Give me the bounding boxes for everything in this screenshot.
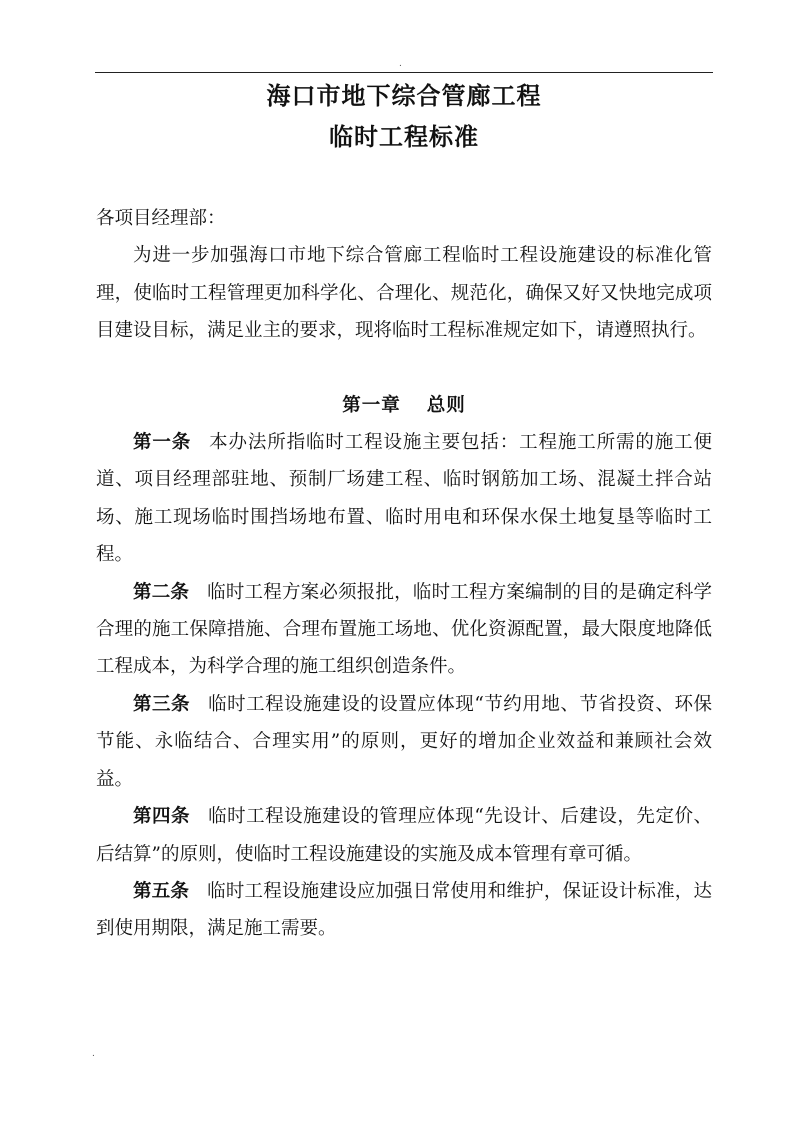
article-number: 第五条: [133, 880, 190, 902]
article-text: 临时工程设施建设的设置应体现“节约用地、节省投资、环保节能、永临结合、合理实用”的原则，更好的增加企业效益和兼顾社会效益。: [96, 693, 712, 790]
document-subtitle: 临时工程标准: [329, 122, 479, 151]
article-5: [96, 873, 712, 948]
intro-paragraph: 为进一步加强海口市地下综合管廊工程临时工程设施建设的标准化管理，使临时工程管理更加科学化、合理化、规范化，确保又好又快地完成项目建设目标，满足业主的要求，现将临时工程标准规定如下，请遵照执行。: [96, 245, 712, 342]
article-3: [96, 686, 712, 798]
article-number: 第三条: [133, 693, 191, 715]
chapter-name: 总则: [426, 394, 466, 416]
document-body: [96, 200, 712, 948]
salutation: 各项目经理部：: [96, 208, 226, 229]
article-text: 临时工程方案必须报批，临时工程方案编制的目的是确定科学合理的施工保障措施、合理布置施工场地、优化资源配置，最大限度地降低工程成本，为科学合理的施工组织创造条件。: [96, 581, 712, 678]
footer-dot: .: [92, 1049, 95, 1059]
article-2: [96, 574, 712, 686]
article-text: 临时工程设施建设应加强日常使用和维护，保证设计标准，达到使用期限，满足施工需要。: [96, 880, 712, 940]
header-rule: [95, 72, 713, 73]
article-text: 本办法所指临时工程设施主要包括：工程施工所需的施工便道、项目经理部驻地、预制厂场建工程、临时钢筋加工场、混凝土拌合站场、施工现场临时围挡场地布置、临时用电和环保水保土地复垦等临时工程。: [96, 432, 712, 566]
article-text: 临时工程设施建设的管理应体现“先设计、后建设，先定价、后结算”的原则，使临时工程设施建设的实施及成本管理有章可循。: [96, 806, 712, 865]
article-4: [96, 798, 712, 873]
article-number: 第一条: [133, 432, 192, 454]
document-title: 海口市地下综合管廊工程: [266, 81, 542, 110]
chapter-number: 第一章: [342, 394, 401, 416]
header-dot: .: [399, 59, 402, 69]
chapter-heading: [96, 387, 712, 424]
article-number: 第二条: [133, 581, 190, 603]
article-1: [96, 424, 712, 574]
article-number: 第四条: [133, 806, 191, 828]
